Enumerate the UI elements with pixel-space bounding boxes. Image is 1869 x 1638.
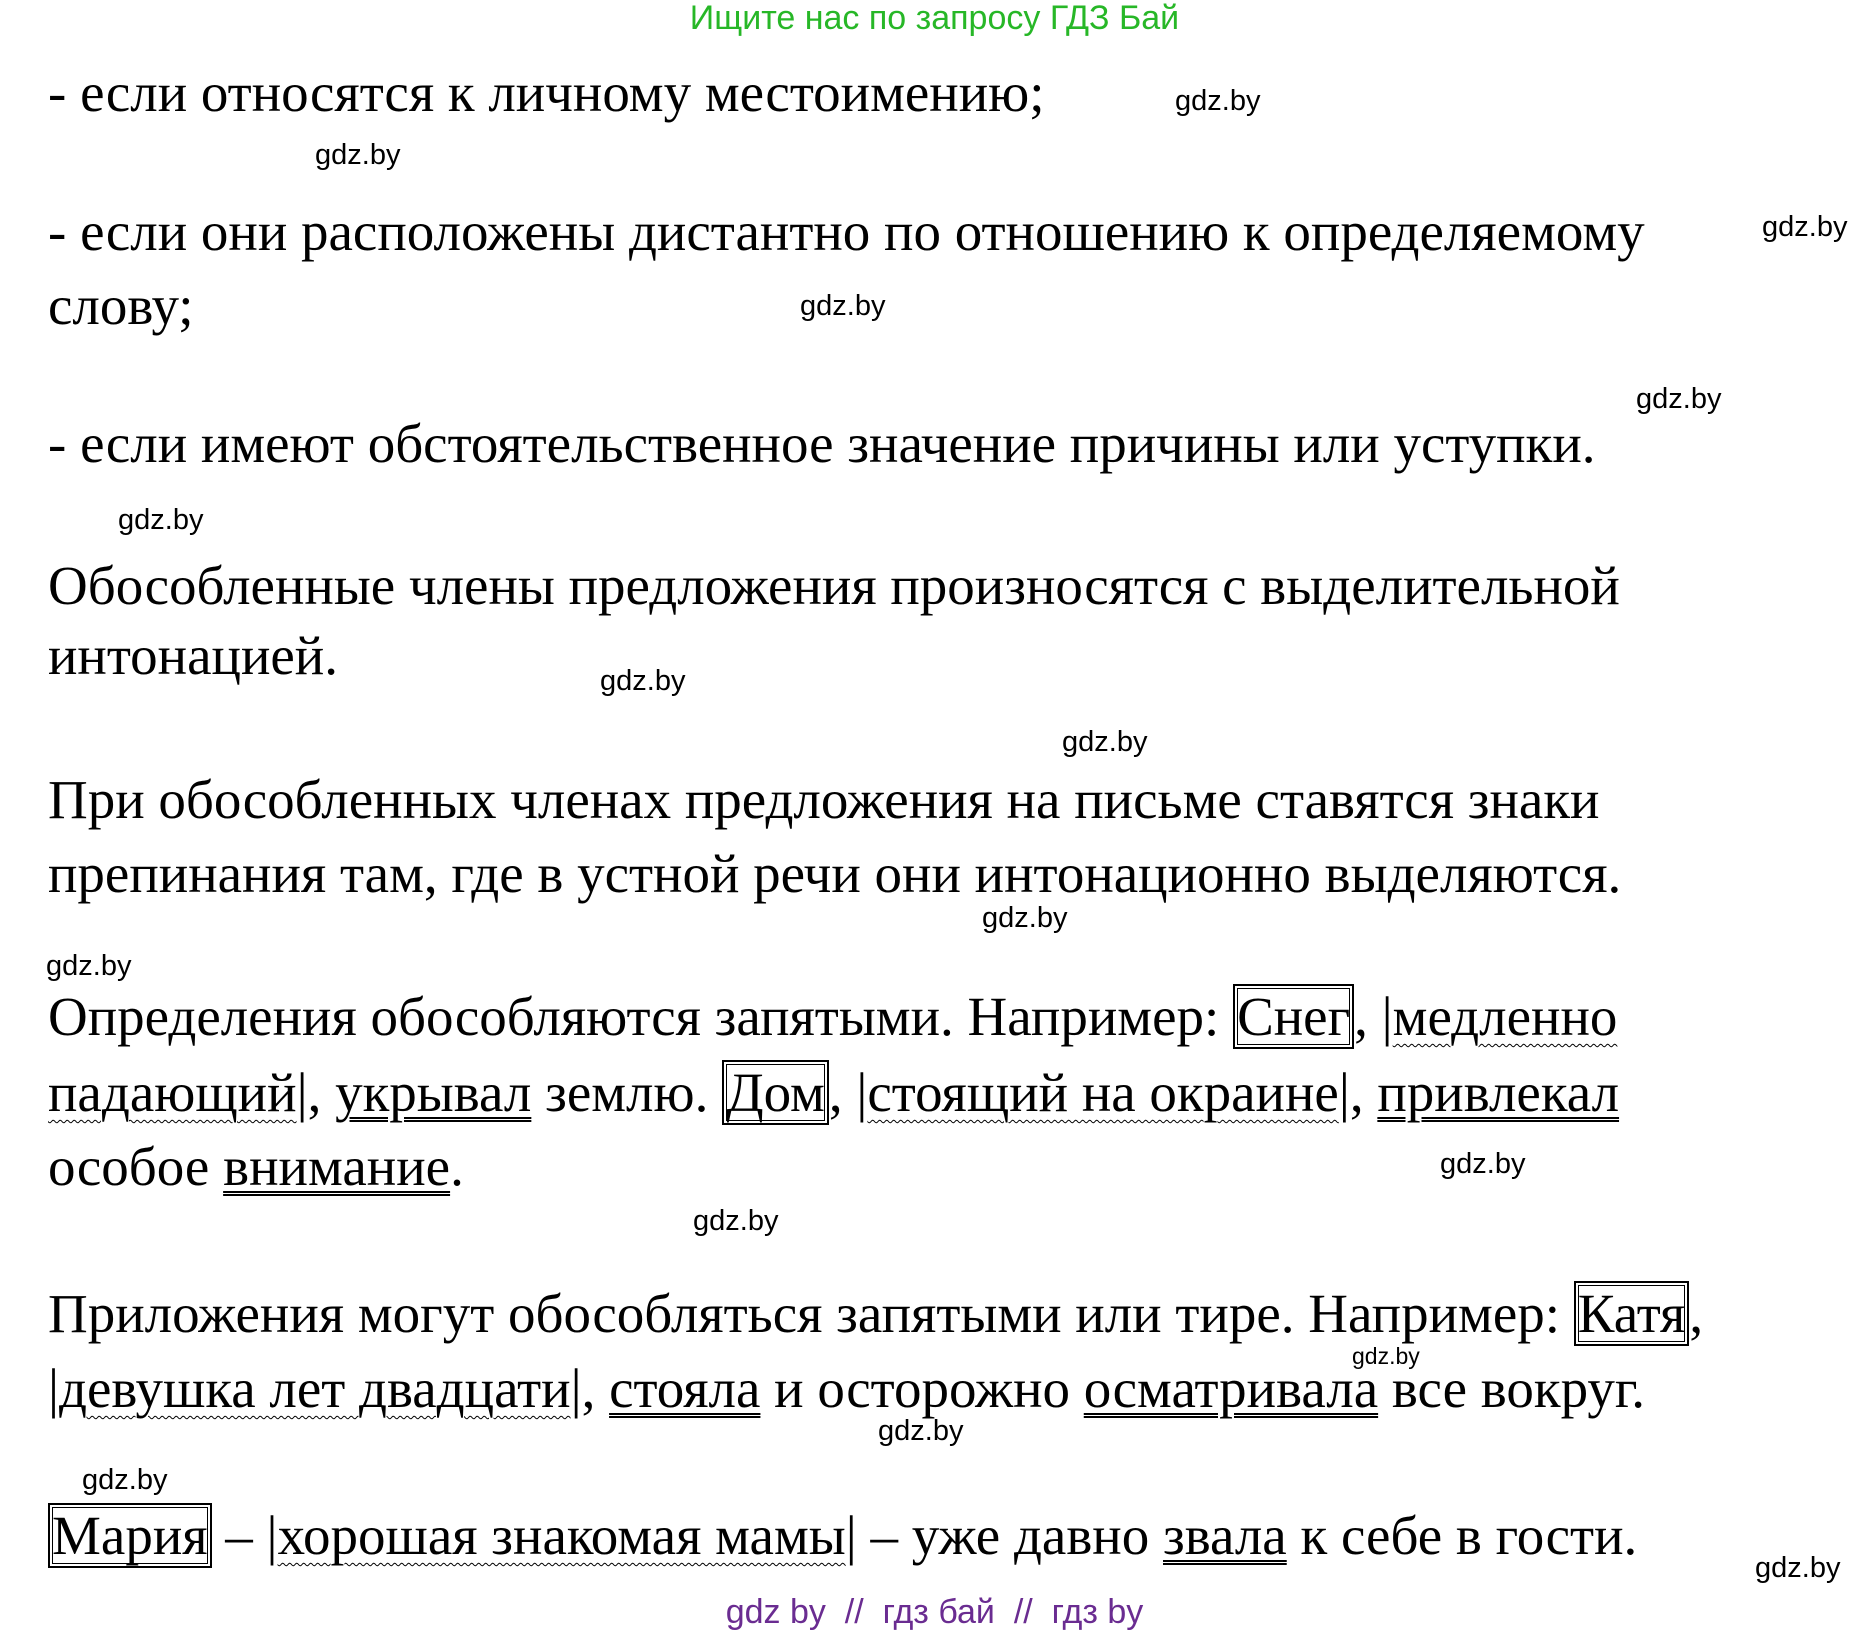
example-text: особое [48, 1136, 224, 1197]
watermark: gdz.by [1636, 383, 1722, 415]
text-line-3: слову; [48, 275, 194, 336]
example1-line-3 [48, 1136, 464, 1198]
boundary-mark: | [1381, 986, 1393, 1047]
punctuation: , [581, 1358, 610, 1419]
boundary-mark: | [856, 1062, 868, 1123]
punctuation: , [828, 1062, 857, 1123]
boundary-mark: | [845, 1505, 857, 1566]
subject-word: Мария [48, 1503, 212, 1568]
attribute-phrase: стоящий на окраине [867, 1062, 1339, 1123]
dash: – [211, 1505, 267, 1566]
watermark: gdz.by [1755, 1552, 1841, 1584]
text-line-8: препинания там, где в устной речи они интонационно выделяются. [48, 843, 1622, 904]
example1-line-1 [48, 986, 1617, 1048]
watermark: gdz.by [1352, 1343, 1420, 1369]
predicate-word: стояла [609, 1358, 761, 1419]
subject-word: Снег [1233, 984, 1354, 1049]
punctuation: , [1354, 986, 1382, 1047]
watermark: gdz.by [118, 504, 204, 536]
watermark: gdz.by [1062, 726, 1148, 758]
site-banner: Ищите нас по запросу ГДЗ Бай [689, 0, 1180, 37]
watermark: gdz.by [1762, 211, 1848, 243]
watermark: gdz.by [600, 665, 686, 697]
punctuation: , [1349, 1062, 1378, 1123]
example2-line-3 [48, 1505, 1637, 1567]
boundary-mark: | [48, 1358, 60, 1419]
predicate-word: внимание [223, 1136, 451, 1197]
text-line-5: Обособленные члены предложения произносятся с выделительной [48, 555, 1620, 616]
example-text: и осторожно [760, 1358, 1084, 1419]
watermark: gdz.by [693, 1205, 779, 1237]
attribute-phrase: девушка лет двадцати [59, 1358, 571, 1419]
predicate-word: осматривала [1083, 1358, 1379, 1419]
punctuation: , [1689, 1283, 1704, 1344]
subject-word: Дом [722, 1060, 829, 1125]
attribute-phrase: падающий [48, 1062, 297, 1123]
watermark: gdz.by [982, 902, 1068, 934]
footer-banner: gdz by // гдз бай // гдз by [725, 1593, 1144, 1631]
example-text: к себе в гости. [1286, 1505, 1638, 1566]
boundary-mark: | [296, 1062, 308, 1123]
watermark: gdz.by [1175, 85, 1261, 117]
example-text: все вокруг. [1378, 1358, 1645, 1419]
text-line-6: интонацией. [48, 625, 338, 686]
predicate-word: звала [1163, 1505, 1287, 1566]
watermark: gdz.by [82, 1464, 168, 1496]
punctuation: . [450, 1136, 464, 1197]
text-line-1: - если относятся к личному местоимению; [48, 62, 1045, 123]
boundary-mark: | [266, 1505, 278, 1566]
watermark: gdz.by [800, 290, 886, 322]
watermark: gdz.by [878, 1415, 964, 1447]
boundary-mark: | [570, 1358, 582, 1419]
watermark: gdz.by [1440, 1148, 1526, 1180]
example-text: Приложения могут обособляться запятыми или тире. Например: [48, 1283, 1574, 1344]
example1-line-2 [48, 1062, 1619, 1124]
subject-word: Катя [1574, 1281, 1690, 1346]
text-line-4: - если имеют обстоятельственное значение причины или уступки. [48, 413, 1596, 474]
text-line-2: - если они расположены дистантно по отношению к определяемому [48, 201, 1645, 262]
boundary-mark: | [1338, 1062, 1350, 1123]
attribute-phrase: хорошая знакомая мамы [277, 1505, 846, 1566]
watermark: gdz.by [315, 139, 401, 171]
predicate-word: привлекал [1377, 1062, 1620, 1123]
example-text: – уже давно [856, 1505, 1163, 1566]
attribute-phrase: медленно [1392, 986, 1618, 1047]
watermark: gdz.by [46, 950, 132, 982]
predicate-word: укрывал [335, 1062, 532, 1123]
example-text: землю. [531, 1062, 723, 1123]
text-line-7: При обособленных членах предложения на письме ставятся знаки [48, 769, 1600, 830]
example2-line-1 [48, 1283, 1703, 1345]
punctuation: , [307, 1062, 336, 1123]
example-text: Определения обособляются запятыми. Например: [48, 986, 1234, 1047]
